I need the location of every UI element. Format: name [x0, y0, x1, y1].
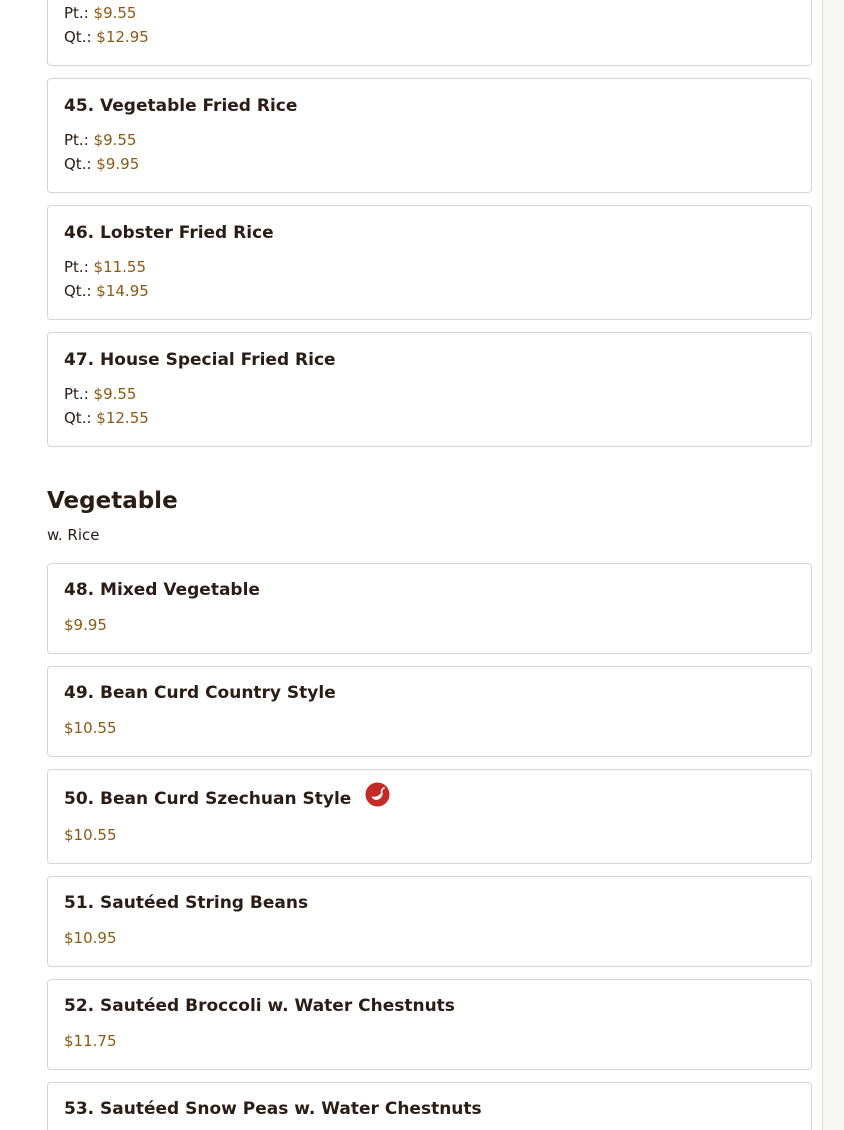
menu-item-title-row [64, 785, 390, 813]
menu-item-card[interactable] [47, 979, 812, 1070]
item-price [64, 825, 117, 845]
quart-label: Qt.: [64, 409, 92, 427]
menu-item-card[interactable] [47, 1082, 812, 1130]
menu-item-card[interactable] [47, 78, 812, 193]
quart-price: $9.95 [96, 155, 140, 173]
spicy-chili-icon [365, 782, 390, 813]
menu-item-title: 50. Bean Curd Szechuan Style [64, 789, 352, 809]
pint-price-line [64, 257, 146, 277]
price-value: $10.55 [64, 719, 117, 737]
menu-item-title: 53. Sautéed Snow Peas w. Water Chestnuts [64, 1099, 482, 1119]
quart-price: $12.55 [96, 409, 149, 427]
menu-item-card[interactable] [47, 666, 812, 757]
quart-price: $14.95 [96, 282, 149, 300]
menu-item-title: 48. Mixed Vegetable [64, 580, 260, 600]
quart-label: Qt.: [64, 282, 92, 300]
quart-price: $12.95 [96, 28, 149, 46]
pint-label: Pt.: [64, 385, 89, 403]
pint-price-line [64, 384, 136, 404]
quart-label: Qt.: [64, 28, 92, 46]
quart-price-line [64, 154, 139, 174]
menu-item-card[interactable] [47, 876, 812, 967]
pint-price-line [64, 3, 136, 23]
menu-item-card[interactable] [47, 205, 812, 320]
pint-price: $9.55 [93, 131, 137, 149]
menu-item-card[interactable] [47, 563, 812, 654]
menu-item-card[interactable] [47, 0, 812, 66]
price-value: $10.95 [64, 929, 117, 947]
section-title: Vegetable [47, 488, 178, 514]
menu-item-title: 52. Sautéed Broccoli w. Water Chestnuts [64, 996, 455, 1016]
menu-item-title: 49. Bean Curd Country Style [64, 683, 336, 703]
pint-price: $9.55 [93, 4, 137, 22]
item-price [64, 1031, 117, 1051]
item-price [64, 718, 117, 738]
menu-item-title: 51. Sautéed String Beans [64, 893, 309, 913]
quart-price-line [64, 27, 149, 47]
pint-label: Pt.: [64, 4, 89, 22]
price-value: $9.95 [64, 616, 107, 634]
quart-price-line [64, 281, 149, 301]
quart-label: Qt.: [64, 155, 92, 173]
pint-label: Pt.: [64, 258, 89, 276]
pint-label: Pt.: [64, 131, 89, 149]
menu-item-title: 47. House Special Fried Rice [64, 350, 336, 370]
pint-price-line [64, 130, 136, 150]
pint-price: $9.55 [93, 385, 137, 403]
price-value: $11.75 [64, 1032, 117, 1050]
quart-price-line [64, 408, 149, 428]
item-price [64, 928, 117, 948]
price-value: $10.55 [64, 826, 117, 844]
pint-price: $11.55 [93, 258, 147, 276]
menu-item-title: 45. Vegetable Fried Rice [64, 96, 298, 116]
section-subtitle: w. Rice [47, 526, 100, 544]
menu-item-card[interactable] [47, 332, 812, 447]
menu-item-card[interactable] [47, 769, 812, 864]
item-price [64, 615, 107, 635]
menu-item-title: 46. Lobster Fried Rice [64, 223, 274, 243]
